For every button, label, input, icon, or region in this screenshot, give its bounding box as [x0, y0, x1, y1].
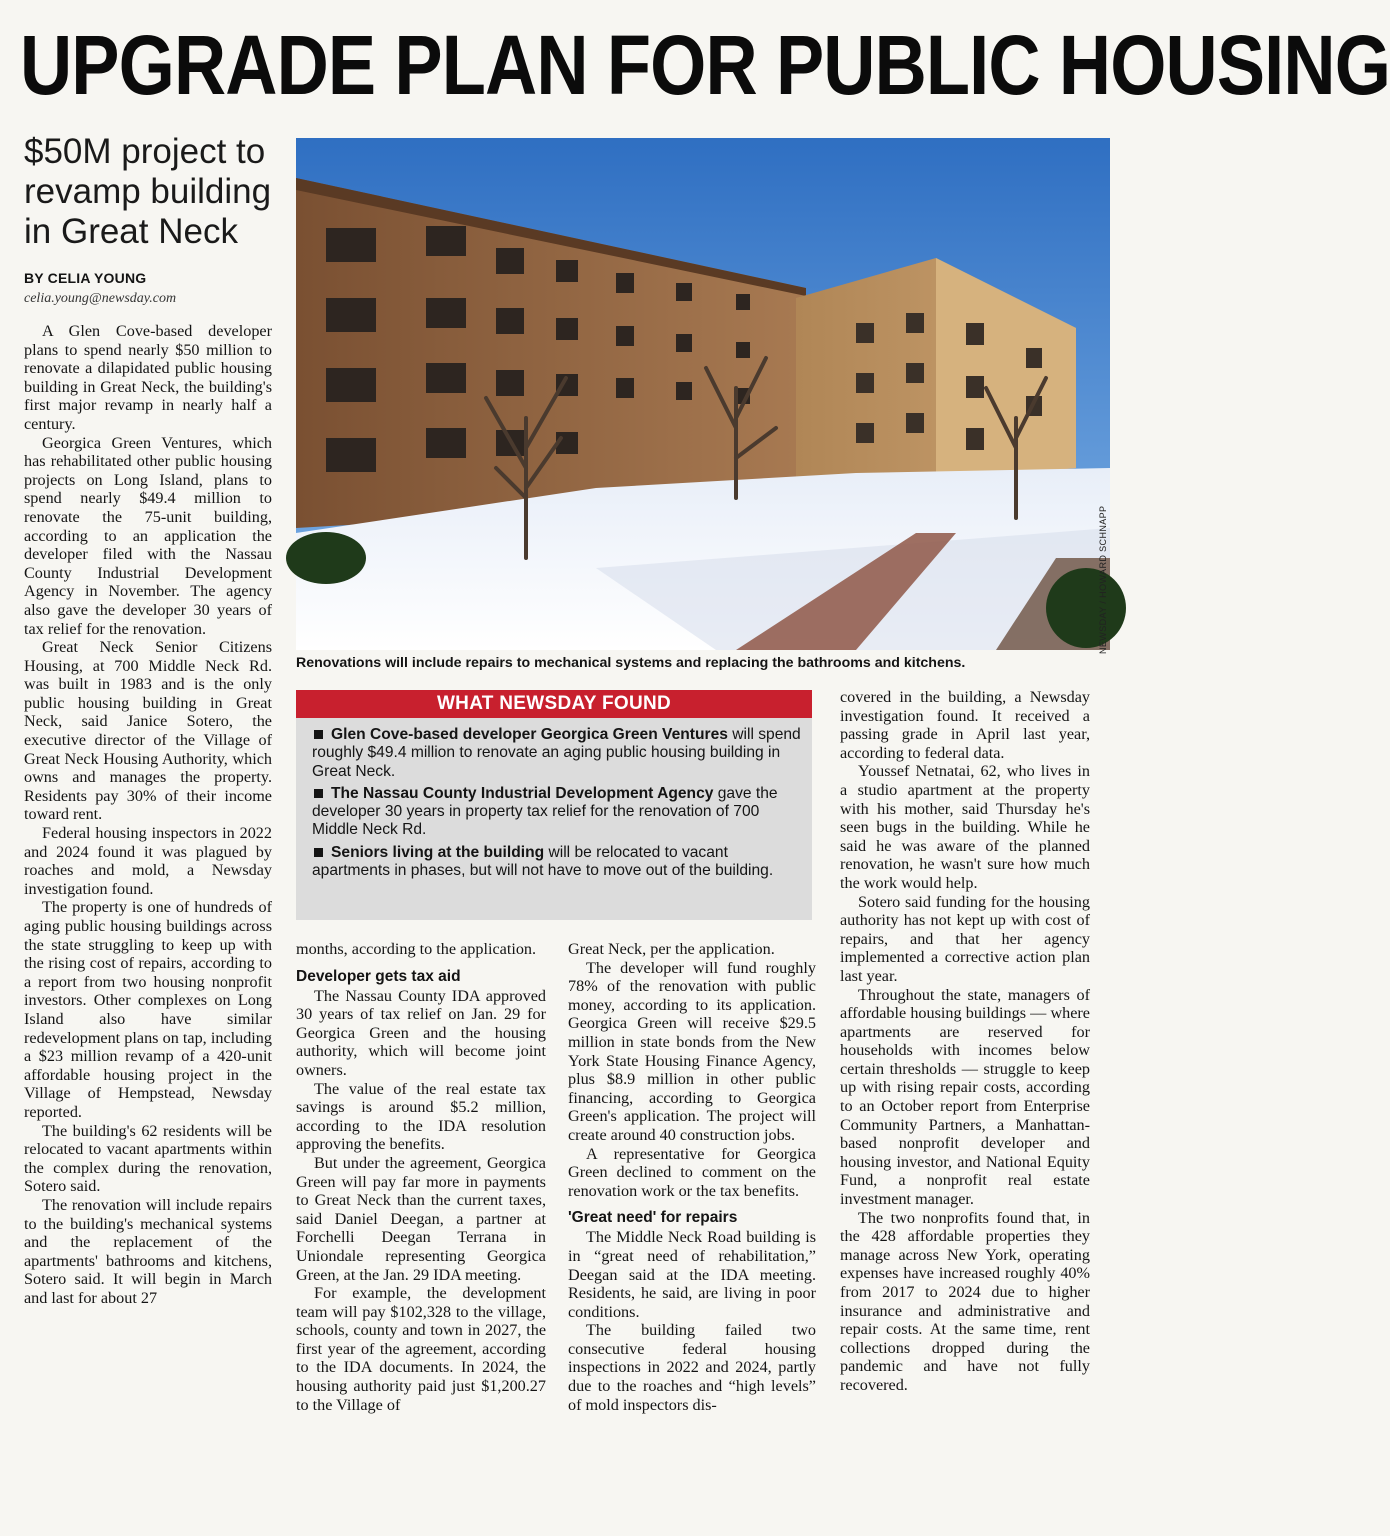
article-column-2: [296, 940, 546, 1414]
headline: UPGRADE PLAN FOR PUBLIC HOUSING: [20, 18, 1390, 112]
paragraph: Throughout the state, managers of affordable housing buildings — where apartments are reserved for households with incomes below certain thresholds — struggle to keep up with rising repair costs, according to an October report from Enterprise Community Partners, a Manhattan-based nonprofit developer and housing investor, and National Equity Fund, a nonprofit real estate investment manager.: [840, 985, 1090, 1209]
byline: BY CELIA YOUNG: [24, 270, 147, 286]
box-list: [312, 726, 804, 884]
article-column-4: [840, 688, 1090, 1395]
square-bullet-icon: [314, 848, 323, 857]
photo-credit: NEWSDAY / HOWARD SCHNAPP: [1098, 505, 1108, 654]
what-newsday-found-box: [296, 690, 812, 920]
paragraph: months, according to the application.: [296, 940, 537, 958]
building-photo: [296, 138, 1110, 650]
paragraph: Sotero said funding for the housing authority has not kept up with cost of repairs, and that her agency implemented a corrective action plan last year.: [840, 892, 1090, 985]
paragraph: The building's 62 residents will be relocated to vacant apartments within the complex during the renovation, Sotero said.: [24, 1121, 272, 1196]
paragraph: The property is one of hundreds of aging public housing buildings across the state struggling to keep up with the rising cost of repairs, according to a report from two housing nonprofit investors. Other complexes on Long Island also have similar redevelopment plans on tap, including a $23 million revamp of a 420-unit affordable housing project in the Village of Hempstead, Newsday reported.: [24, 898, 272, 1121]
paragraph: The renovation will include repairs to the building's mechanical systems and the replacement of the apartments' bathrooms and kitchens, Sotero said. It will begin in March and last for about 27: [24, 1195, 272, 1307]
square-bullet-icon: [314, 730, 323, 739]
paragraph: The Middle Neck Road building is in “great need of rehabilitation,” Deegan said at the IDA meeting. Residents, he said, are living in poor conditions.: [568, 1228, 816, 1321]
paragraph: The developer will fund roughly 78% of the renovation with public money, according to its application. Georgica Green will receive $29.5 million in state bonds from the New York State Housing Finance Agency, plus $8.9 million in other public financing, according to Georgica Green's application. The project will create around 40 construction jobs.: [568, 958, 816, 1144]
box-item: [312, 844, 804, 881]
paragraph: Youssef Netnatai, 62, who lives in a studio apartment at the property with his mother, said Thursday he's seen bugs in the building. While he said he was aware of the planned renovation, he wasn't sure how much the work would help.: [840, 762, 1090, 892]
box-item-lead: Seniors living at the building: [331, 843, 545, 861]
subhead: Developer gets tax aid: [296, 967, 461, 985]
paragraph: The two nonprofits found that, in the 428 affordable properties they manage across New York, operating expenses have increased roughly 40% from 2017 to 2024 due to higher insurance and administrative and repair costs. At the same time, rent collections dropped during the pandemic and have not fully recovered.: [840, 1208, 1090, 1394]
author-email: celia.young@newsday.com: [24, 291, 177, 306]
paragraph: Georgica Green Ventures, which has rehabilitated other public housing projects on Long Island, plans to spend nearly $49.4 million to renovate the 75-unit building, according to an application the developer filed with the Nassau County Industrial Development Agency in November. The agency also gave the developer 30 years of tax relief for the renovation.: [24, 433, 272, 638]
deck-subheadline: $50M project to revamp building in Great Neck: [24, 132, 272, 251]
square-bullet-icon: [314, 789, 323, 798]
paragraph: The value of the real estate tax savings is around $5.2 million, according to the IDA resolution approving the benefits.: [296, 1079, 546, 1154]
paragraph: Federal housing inspectors in 2022 and 2024 found it was plagued by roaches and mold, a Newsday investigation found.: [24, 824, 272, 898]
box-title: WHAT NEWSDAY FOUND: [296, 690, 812, 718]
paragraph: The building failed two consecutive federal housing inspections in 2022 and 2024, partly due to the roaches and “high levels” of mold inspectors dis-: [568, 1321, 816, 1414]
article-column-1: [24, 322, 272, 1307]
article-column-3: [568, 940, 816, 1414]
box-item-lead: The Nassau County Industrial Development Agency: [331, 784, 714, 802]
photo-caption: Renovations will include repairs to mechanical systems and replacing the bathrooms and kitchens.: [296, 655, 966, 671]
paragraph: The Nassau County IDA approved 30 years of tax relief on Jan. 29 for Georgica Green and the housing authority, which will become joint owners.: [296, 986, 546, 1079]
box-item-text: gave the developer 30 years in property tax relief for the renovation of 700 Middle Neck Rd.: [312, 784, 778, 839]
box-item-text: will be relocated to vacant apartments in phases, but will not have to move out of the building.: [312, 843, 774, 880]
box-item: [312, 726, 804, 781]
box-item-text: will spend roughly $49.4 million to renovate an aging public housing building in Great Neck.: [312, 726, 801, 780]
paragraph: covered in the building, a Newsday investigation found. It received a passing grade in April last year, according to federal data.: [840, 688, 1090, 762]
paragraph: For example, the development team will pay $102,328 to the village, schools, county and town in 2027, the first year of the agreement, according to the IDA documents. In 2024, the housing authority paid just $1,200.27 to the Village of: [296, 1284, 546, 1414]
paragraph: Great Neck, per the application.: [568, 940, 775, 958]
subhead: 'Great need' for repairs: [568, 1209, 738, 1227]
paragraph: A Glen Cove-based developer plans to spend nearly $50 million to renovate a dilapidated public housing building in Great Neck, the building's first major revamp in nearly half a century.: [24, 322, 272, 433]
box-item: [312, 785, 804, 840]
paragraph: Great Neck Senior Citizens Housing, at 700 Middle Neck Rd. was built in 1983 and is the only public housing building in Great Neck, said Janice Sotero, the executive director of the Village of Great Neck Housing Authority, which owns and manages the property. Residents pay 30% of their income toward rent.: [24, 638, 272, 824]
paragraph: But under the agreement, Georgica Green will pay far more in payments to Great Neck than the current taxes, said Daniel Deegan, a partner at Forchelli Deegan Terrana in Uniondale representing Georgica Green, at the Jan. 29 IDA meeting.: [296, 1153, 546, 1284]
paragraph: A representative for Georgica Green declined to comment on the renovation work or the tax benefits.: [568, 1144, 816, 1200]
box-item-lead: Glen Cove-based developer Georgica Green Ventures: [331, 726, 728, 743]
